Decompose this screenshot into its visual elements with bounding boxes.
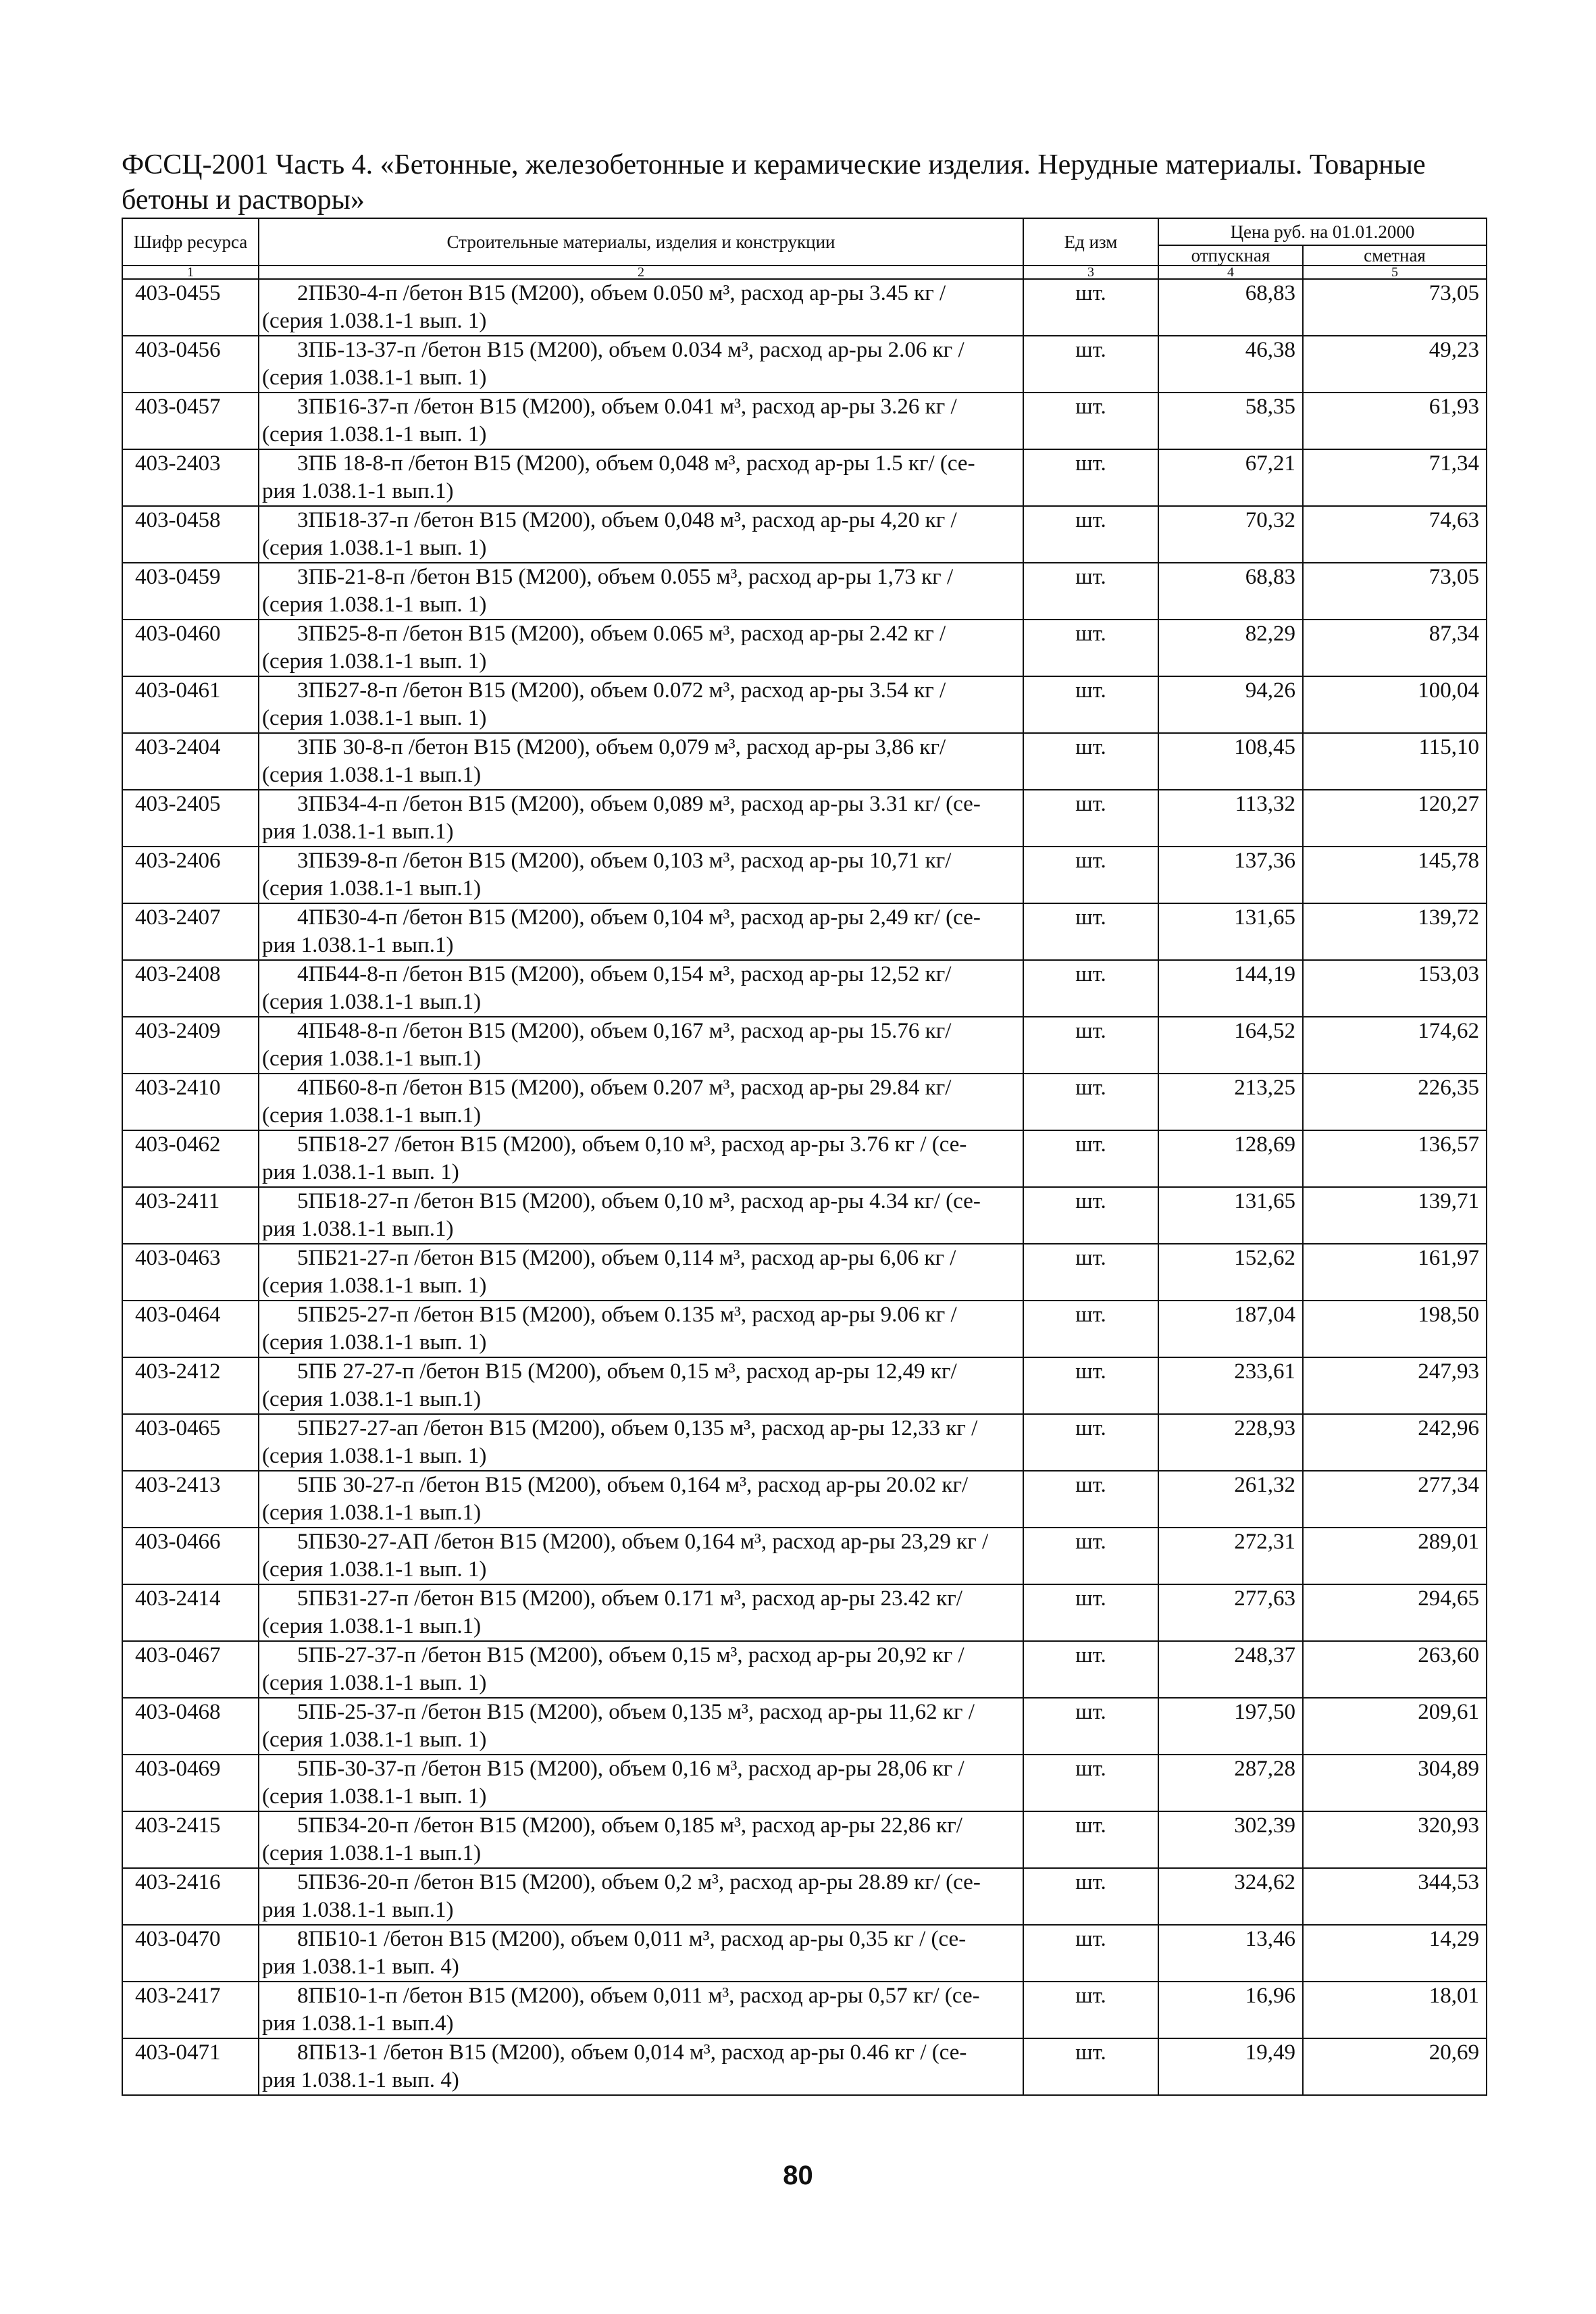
column-header-release-price: отпускная — [1158, 245, 1303, 266]
description-cell — [259, 1187, 1023, 1244]
unit-cell: шт. — [1023, 1471, 1158, 1528]
description-line: 5ПБ31-27-п /бетон В15 (М200), объем 0.171 м³, расход ар-ры 23.42 кг/ — [297, 1586, 962, 1611]
resource-code-cell: 403-0471 — [122, 2038, 259, 2095]
unit-cell: шт. — [1023, 1074, 1158, 1130]
estimate-price-cell: 344,53 — [1303, 1868, 1487, 1925]
description-line: 3ПБ18-37-п /бетон В15 (М200), объем 0,048 м³, расход ар-ры 4,20 кг / — [297, 508, 957, 532]
description-series-line: (серия 1.038.1-1 вып. 1) — [262, 1330, 487, 1355]
description-cell — [259, 620, 1023, 676]
resource-code-cell: 403-2408 — [122, 960, 259, 1017]
description-cell — [259, 1414, 1023, 1471]
resource-code-cell: 403-2412 — [122, 1357, 259, 1414]
unit-cell: шт. — [1023, 2038, 1158, 2095]
unit-cell: шт. — [1023, 393, 1158, 449]
estimate-price-cell: 174,62 — [1303, 1017, 1487, 1074]
estimate-price-cell: 49,23 — [1303, 336, 1487, 393]
unit-cell: шт. — [1023, 1584, 1158, 1641]
column-number: 5 — [1303, 266, 1487, 279]
estimate-price-cell: 289,01 — [1303, 1528, 1487, 1584]
unit-cell: шт. — [1023, 336, 1158, 393]
resource-code-cell: 403-2411 — [122, 1187, 259, 1244]
description-series-line: (серия 1.038.1-1 вып. 1) — [262, 1444, 487, 1468]
release-price-cell: 67,21 — [1158, 449, 1303, 506]
column-header-code: Шифр ресурса — [122, 218, 259, 266]
description-cell — [259, 336, 1023, 393]
description-cell — [259, 960, 1023, 1017]
unit-cell: шт. — [1023, 790, 1158, 847]
description-cell — [259, 1925, 1023, 1982]
description-cell — [259, 449, 1023, 506]
description-series-line: рия 1.038.1-1 вып. 4) — [262, 2068, 459, 2092]
description-cell — [259, 1017, 1023, 1074]
table-row — [122, 1868, 1487, 1925]
description-line: 3ПБ39-8-п /бетон В15 (М200), объем 0,103 м³, расход ар-ры 10,71 кг/ — [297, 849, 952, 873]
resource-code-cell: 403-2417 — [122, 1982, 259, 2038]
description-cell — [259, 1528, 1023, 1584]
description-line: 5ПБ25-27-п /бетон В15 (М200), объем 0.135 м³, расход ар-ры 9.06 кг / — [297, 1303, 957, 1327]
release-price-cell: 233,61 — [1158, 1357, 1303, 1414]
description-series-line: (серия 1.038.1-1 вып. 1) — [262, 649, 487, 674]
resource-code-cell: 403-0468 — [122, 1698, 259, 1755]
description-line: 8ПБ13-1 /бетон В15 (М200), объем 0,014 м³, расход ар-ры 0.46 кг / (се- — [297, 2040, 967, 2065]
description-series-line: (серия 1.038.1-1 вып. 1) — [262, 1784, 487, 1809]
estimate-price-cell: 136,57 — [1303, 1130, 1487, 1187]
release-price-cell: 19,49 — [1158, 2038, 1303, 2095]
table-row — [122, 2038, 1487, 2095]
release-price-cell: 70,32 — [1158, 506, 1303, 563]
estimate-price-cell: 18,01 — [1303, 1982, 1487, 2038]
release-price-cell: 213,25 — [1158, 1074, 1303, 1130]
description-series-line: рия 1.038.1-1 вып.1) — [262, 1898, 454, 1922]
description-series-line: (серия 1.038.1-1 вып.1) — [262, 1103, 482, 1128]
description-cell — [259, 676, 1023, 733]
unit-cell: шт. — [1023, 733, 1158, 790]
description-line: 3ПБ34-4-п /бетон В15 (М200), объем 0,089 м³, расход ар-ры 3.31 кг/ (се- — [297, 792, 981, 816]
table-row — [122, 449, 1487, 506]
description-line: 5ПБ18-27-п /бетон В15 (М200), объем 0,10 м³, расход ар-ры 4.34 кг/ (се- — [297, 1189, 981, 1213]
unit-cell: шт. — [1023, 449, 1158, 506]
table-row — [122, 1811, 1487, 1868]
table-row — [122, 1357, 1487, 1414]
estimate-price-cell: 247,93 — [1303, 1357, 1487, 1414]
description-line: 3ПБ25-8-п /бетон В15 (М200), объем 0.065 м³, расход ар-ры 2.42 кг / — [297, 622, 946, 646]
unit-cell: шт. — [1023, 903, 1158, 960]
resource-code-cell: 403-2415 — [122, 1811, 259, 1868]
description-line: 5ПБ36-20-п /бетон В15 (М200), объем 0,2 м³, расход ар-ры 28.89 кг/ (се- — [297, 1870, 981, 1894]
release-price-cell: 108,45 — [1158, 733, 1303, 790]
description-line: 4ПБ48-8-п /бетон В15 (М200), объем 0,167 м³, расход ар-ры 15.76 кг/ — [297, 1019, 952, 1043]
column-number: 3 — [1023, 266, 1158, 279]
description-cell — [259, 903, 1023, 960]
table-row — [122, 393, 1487, 449]
estimate-price-cell: 74,63 — [1303, 506, 1487, 563]
description-line: 8ПБ10-1 /бетон В15 (М200), объем 0,011 м³, расход ар-ры 0,35 кг / (се- — [297, 1927, 967, 1951]
estimate-price-cell: 226,35 — [1303, 1074, 1487, 1130]
estimate-price-cell: 61,93 — [1303, 393, 1487, 449]
release-price-cell: 152,62 — [1158, 1244, 1303, 1301]
resource-code-cell: 403-0463 — [122, 1244, 259, 1301]
release-price-cell: 16,96 — [1158, 1982, 1303, 2038]
release-price-cell: 287,28 — [1158, 1755, 1303, 1811]
description-series-line: (серия 1.038.1-1 вып.1) — [262, 1387, 482, 1411]
description-line: 3ПБ-21-8-п /бетон В15 (М200), объем 0.055 м³, расход ар-ры 1,73 кг / — [297, 565, 954, 589]
unit-cell: шт. — [1023, 1301, 1158, 1357]
description-line: 4ПБ60-8-п /бетон В15 (М200), объем 0.207 м³, расход ар-ры 29.84 кг/ — [297, 1076, 952, 1100]
description-line: 5ПБ 27-27-п /бетон В15 (М200), объем 0,15 м³, расход ар-ры 12,49 кг/ — [297, 1359, 957, 1384]
table-row — [122, 1414, 1487, 1471]
resource-code-cell: 403-2409 — [122, 1017, 259, 1074]
description-series-line: рия 1.038.1-1 вып.1) — [262, 479, 454, 503]
release-price-cell: 248,37 — [1158, 1641, 1303, 1698]
description-series-line: (серия 1.038.1-1 вып.1) — [262, 763, 482, 787]
estimate-price-cell: 209,61 — [1303, 1698, 1487, 1755]
description-line: 5ПБ-25-37-п /бетон В15 (М200), объем 0,135 м³, расход ар-ры 11,62 кг / — [297, 1700, 975, 1724]
unit-cell: шт. — [1023, 1187, 1158, 1244]
description-cell — [259, 1641, 1023, 1698]
table-row — [122, 506, 1487, 563]
description-series-line: рия 1.038.1-1 вып. 1) — [262, 1160, 459, 1184]
table-row — [122, 790, 1487, 847]
table-row — [122, 1982, 1487, 2038]
resource-code-cell: 403-0456 — [122, 336, 259, 393]
unit-cell: шт. — [1023, 1528, 1158, 1584]
estimate-price-cell: 263,60 — [1303, 1641, 1487, 1698]
unit-cell: шт. — [1023, 1357, 1158, 1414]
resource-code-cell: 403-2413 — [122, 1471, 259, 1528]
description-series-line: (серия 1.038.1-1 вып. 1) — [262, 366, 487, 390]
description-cell — [259, 847, 1023, 903]
release-price-cell: 277,63 — [1158, 1584, 1303, 1641]
table-row — [122, 676, 1487, 733]
unit-cell: шт. — [1023, 279, 1158, 336]
table-row — [122, 733, 1487, 790]
description-series-line: (серия 1.038.1-1 вып. 1) — [262, 536, 487, 560]
table-row — [122, 1755, 1487, 1811]
estimate-price-cell: 100,04 — [1303, 676, 1487, 733]
description-line: 5ПБ27-27-ап /бетон В15 (М200), объем 0,135 м³, расход ар-ры 12,33 кг / — [297, 1416, 978, 1440]
release-price-cell: 144,19 — [1158, 960, 1303, 1017]
release-price-cell: 13,46 — [1158, 1925, 1303, 1982]
release-price-cell: 94,26 — [1158, 676, 1303, 733]
estimate-price-cell: 294,65 — [1303, 1584, 1487, 1641]
description-series-line: (серия 1.038.1-1 вып.1) — [262, 1841, 482, 1865]
column-header-unit: Ед изм — [1023, 218, 1158, 266]
resource-code-cell: 403-2414 — [122, 1584, 259, 1641]
column-header-estimate-price: сметная — [1303, 245, 1487, 266]
unit-cell: шт. — [1023, 1641, 1158, 1698]
unit-cell: шт. — [1023, 1925, 1158, 1982]
estimate-price-cell: 320,93 — [1303, 1811, 1487, 1868]
description-cell — [259, 506, 1023, 563]
release-price-cell: 131,65 — [1158, 1187, 1303, 1244]
release-price-cell: 137,36 — [1158, 847, 1303, 903]
description-cell — [259, 393, 1023, 449]
description-cell — [259, 1698, 1023, 1755]
table-row — [122, 1641, 1487, 1698]
estimate-price-cell: 139,71 — [1303, 1187, 1487, 1244]
resource-code-cell: 403-0470 — [122, 1925, 259, 1982]
description-line: 5ПБ21-27-п /бетон В15 (М200), объем 0,114 м³, расход ар-ры 6,06 кг / — [297, 1246, 956, 1270]
resource-code-cell: 403-0455 — [122, 279, 259, 336]
table-row — [122, 1301, 1487, 1357]
resource-code-cell: 403-2407 — [122, 903, 259, 960]
table-row — [122, 960, 1487, 1017]
unit-cell: шт. — [1023, 1244, 1158, 1301]
resource-code-cell: 403-0465 — [122, 1414, 259, 1471]
description-cell — [259, 1584, 1023, 1641]
resource-code-cell: 403-0466 — [122, 1528, 259, 1584]
table-row — [122, 1471, 1487, 1528]
column-header-description: Строительные материалы, изделия и конструкции — [259, 218, 1023, 266]
description-line: 4ПБ44-8-п /бетон В15 (М200), объем 0,154 м³, расход ар-ры 12,52 кг/ — [297, 962, 952, 986]
release-price-cell: 68,83 — [1158, 279, 1303, 336]
unit-cell: шт. — [1023, 1698, 1158, 1755]
description-series-line: (серия 1.038.1-1 вып. 1) — [262, 309, 487, 333]
resource-code-cell: 403-0464 — [122, 1301, 259, 1357]
description-line: 5ПБ34-20-п /бетон В15 (М200), объем 0,185 м³, расход ар-ры 22,86 кг/ — [297, 1813, 962, 1838]
estimate-price-cell: 242,96 — [1303, 1414, 1487, 1471]
release-price-cell: 82,29 — [1158, 620, 1303, 676]
resource-code-cell: 403-2404 — [122, 733, 259, 790]
table-body — [122, 279, 1487, 2095]
resource-code-cell: 403-0461 — [122, 676, 259, 733]
description-series-line: рия 1.038.1-1 вып.1) — [262, 820, 454, 844]
release-price-cell: 324,62 — [1158, 1868, 1303, 1925]
release-price-cell: 46,38 — [1158, 336, 1303, 393]
release-price-cell: 228,93 — [1158, 1414, 1303, 1471]
description-series-line: рия 1.038.1-1 вып. 4) — [262, 1955, 459, 1979]
resource-code-cell: 403-2403 — [122, 449, 259, 506]
unit-cell: шт. — [1023, 1811, 1158, 1868]
description-line: 3ПБ16-37-п /бетон В15 (М200), объем 0.041 м³, расход ар-ры 3.26 кг / — [297, 395, 957, 419]
description-series-line: (серия 1.038.1-1 вып.1) — [262, 990, 482, 1014]
table-row — [122, 1187, 1487, 1244]
table-row — [122, 1017, 1487, 1074]
description-line: 4ПБ30-4-п /бетон В15 (М200), объем 0,104 м³, расход ар-ры 2,49 кг/ (се- — [297, 905, 981, 930]
description-series-line: (серия 1.038.1-1 вып. 1) — [262, 1274, 487, 1298]
table-row — [122, 336, 1487, 393]
release-price-cell: 261,32 — [1158, 1471, 1303, 1528]
unit-cell: шт. — [1023, 1130, 1158, 1187]
estimate-price-cell: 87,34 — [1303, 620, 1487, 676]
resource-code-cell: 403-0457 — [122, 393, 259, 449]
table-row — [122, 1244, 1487, 1301]
description-cell — [259, 1357, 1023, 1414]
page-number: 80 — [783, 2161, 813, 2190]
estimate-price-cell: 198,50 — [1303, 1301, 1487, 1357]
release-price-cell: 187,04 — [1158, 1301, 1303, 1357]
description-cell — [259, 790, 1023, 847]
column-number: 2 — [259, 266, 1023, 279]
description-series-line: (серия 1.038.1-1 вып. 1) — [262, 1557, 487, 1582]
description-cell — [259, 563, 1023, 620]
description-cell — [259, 1868, 1023, 1925]
release-price-cell: 131,65 — [1158, 903, 1303, 960]
unit-cell: шт. — [1023, 563, 1158, 620]
description-line: 3ПБ27-8-п /бетон В15 (М200), объем 0.072 м³, расход ар-ры 3.54 кг / — [297, 678, 946, 703]
unit-cell: шт. — [1023, 506, 1158, 563]
resource-code-cell: 403-0469 — [122, 1755, 259, 1811]
release-price-cell: 68,83 — [1158, 563, 1303, 620]
description-cell — [259, 1074, 1023, 1130]
table-row — [122, 1130, 1487, 1187]
unit-cell: шт. — [1023, 676, 1158, 733]
estimate-price-cell: 115,10 — [1303, 733, 1487, 790]
description-series-line: (серия 1.038.1-1 вып. 1) — [262, 1671, 487, 1695]
description-line: 3ПБ-13-37-п /бетон В15 (М200), объем 0.034 м³, расход ар-ры 2.06 кг / — [297, 338, 964, 362]
table-row — [122, 620, 1487, 676]
resource-code-cell: 403-0467 — [122, 1641, 259, 1698]
unit-cell: шт. — [1023, 1868, 1158, 1925]
estimate-price-cell: 304,89 — [1303, 1755, 1487, 1811]
description-cell — [259, 1811, 1023, 1868]
table-row — [122, 1528, 1487, 1584]
resource-code-cell: 403-2406 — [122, 847, 259, 903]
description-cell — [259, 733, 1023, 790]
unit-cell: шт. — [1023, 620, 1158, 676]
unit-cell: шт. — [1023, 847, 1158, 903]
description-line: 5ПБ-27-37-п /бетон В15 (М200), объем 0,15 м³, расход ар-ры 20,92 кг / — [297, 1643, 964, 1667]
page-title: ФССЦ-2001 Часть 4. «Бетонные, железобетонные и керамические изделия. Нерудные материалы. Товарные бетоны и растворы» — [122, 149, 1426, 216]
description-line: 8ПБ10-1-п /бетон В15 (М200), объем 0,011 м³, расход ар-ры 0,57 кг/ (се- — [297, 1984, 980, 2008]
estimate-price-cell: 139,72 — [1303, 903, 1487, 960]
table-row — [122, 847, 1487, 903]
description-cell — [259, 1755, 1023, 1811]
column-number-row — [122, 266, 1487, 279]
price-table — [122, 218, 1487, 2096]
description-series-line: рия 1.038.1-1 вып.4) — [262, 2011, 454, 2036]
table-row — [122, 1925, 1487, 1982]
description-series-line: (серия 1.038.1-1 вып.1) — [262, 1614, 482, 1638]
description-cell — [259, 279, 1023, 336]
description-cell — [259, 2038, 1023, 2095]
estimate-price-cell: 120,27 — [1303, 790, 1487, 847]
description-series-line: (серия 1.038.1-1 вып.1) — [262, 1501, 482, 1525]
description-series-line: (серия 1.038.1-1 вып. 1) — [262, 422, 487, 447]
unit-cell: шт. — [1023, 1017, 1158, 1074]
description-cell — [259, 1301, 1023, 1357]
release-price-cell: 302,39 — [1158, 1811, 1303, 1868]
resource-code-cell: 403-2410 — [122, 1074, 259, 1130]
resource-code-cell: 403-2416 — [122, 1868, 259, 1925]
description-line: 3ПБ 30-8-п /бетон В15 (М200), объем 0,079 м³, расход ар-ры 3,86 кг/ — [297, 735, 946, 759]
description-series-line: (серия 1.038.1-1 вып. 1) — [262, 593, 487, 617]
description-cell — [259, 1982, 1023, 2038]
resource-code-cell: 403-2405 — [122, 790, 259, 847]
description-line: 3ПБ 18-8-п /бетон В15 (М200), объем 0,048 м³, расход ар-ры 1.5 кг/ (се- — [297, 451, 975, 476]
description-series-line: (серия 1.038.1-1 вып.1) — [262, 1047, 482, 1071]
unit-cell: шт. — [1023, 1414, 1158, 1471]
release-price-cell: 272,31 — [1158, 1528, 1303, 1584]
unit-cell: шт. — [1023, 1982, 1158, 2038]
unit-cell: шт. — [1023, 1755, 1158, 1811]
resource-code-cell: 403-0462 — [122, 1130, 259, 1187]
resource-code-cell: 403-0460 — [122, 620, 259, 676]
release-price-cell: 128,69 — [1158, 1130, 1303, 1187]
resource-code-cell: 403-0459 — [122, 563, 259, 620]
table-header — [122, 218, 1487, 279]
description-series-line: рия 1.038.1-1 вып.1) — [262, 933, 454, 957]
release-price-cell: 113,32 — [1158, 790, 1303, 847]
estimate-price-cell: 277,34 — [1303, 1471, 1487, 1528]
estimate-price-cell: 73,05 — [1303, 279, 1487, 336]
estimate-price-cell: 71,34 — [1303, 449, 1487, 506]
description-series-line: (серия 1.038.1-1 вып. 1) — [262, 706, 487, 730]
table-row — [122, 1074, 1487, 1130]
table-row — [122, 1584, 1487, 1641]
description-line: 5ПБ18-27 /бетон В15 (М200), объем 0,10 м³, расход ар-ры 3.76 кг / (се- — [297, 1132, 967, 1157]
description-line: 2ПБ30-4-п /бетон В15 (М200), объем 0.050 м³, расход ар-ры 3.45 кг / — [297, 281, 946, 305]
table-row — [122, 903, 1487, 960]
release-price-cell: 164,52 — [1158, 1017, 1303, 1074]
table-row — [122, 279, 1487, 336]
description-series-line: рия 1.038.1-1 вып.1) — [262, 1217, 454, 1241]
release-price-cell: 197,50 — [1158, 1698, 1303, 1755]
description-series-line: (серия 1.038.1-1 вып. 1) — [262, 1728, 487, 1752]
description-line: 5ПБ30-27-АП /бетон В15 (М200), объем 0,164 м³, расход ар-ры 23,29 кг / — [297, 1530, 989, 1554]
description-cell — [259, 1471, 1023, 1528]
description-line: 5ПБ-30-37-п /бетон В15 (М200), объем 0,16 м³, расход ар-ры 28,06 кг / — [297, 1757, 964, 1781]
unit-cell: шт. — [1023, 960, 1158, 1017]
description-cell — [259, 1244, 1023, 1301]
resource-code-cell: 403-0458 — [122, 506, 259, 563]
estimate-price-cell: 161,97 — [1303, 1244, 1487, 1301]
estimate-price-cell: 20,69 — [1303, 2038, 1487, 2095]
estimate-price-cell: 14,29 — [1303, 1925, 1487, 1982]
column-number: 1 — [122, 266, 259, 279]
estimate-price-cell: 73,05 — [1303, 563, 1487, 620]
estimate-price-cell: 145,78 — [1303, 847, 1487, 903]
column-header-price-group: Цена руб. на 01.01.2000 — [1158, 218, 1487, 245]
column-number: 4 — [1158, 266, 1303, 279]
release-price-cell: 58,35 — [1158, 393, 1303, 449]
table-row — [122, 563, 1487, 620]
description-series-line: (серия 1.038.1-1 вып.1) — [262, 876, 482, 901]
estimate-price-cell: 153,03 — [1303, 960, 1487, 1017]
description-line: 5ПБ 30-27-п /бетон В15 (М200), объем 0,164 м³, расход ар-ры 20.02 кг/ — [297, 1473, 969, 1497]
table-row — [122, 1698, 1487, 1755]
description-cell — [259, 1130, 1023, 1187]
